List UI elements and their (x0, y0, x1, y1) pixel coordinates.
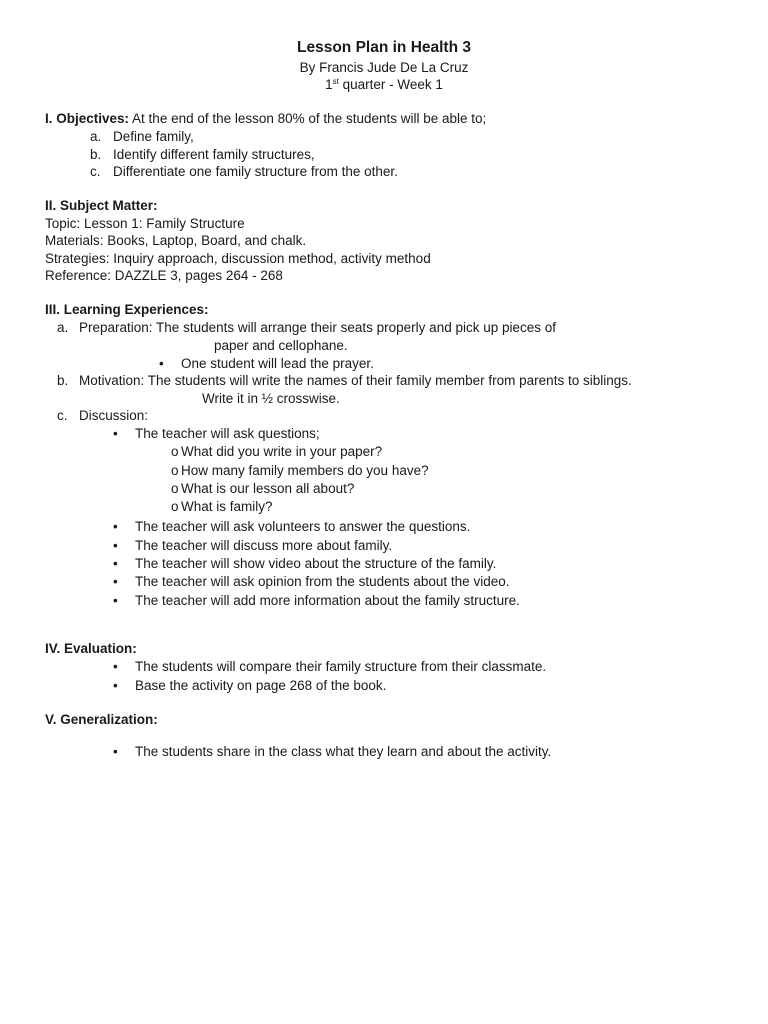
discussion-bullet: • The teacher will discuss more about family. (135, 538, 392, 554)
discussion-bullet: • The teacher will add more information about the family structure. (135, 593, 520, 609)
page-title: Lesson Plan in Health 3 (297, 39, 471, 56)
discussion-bullet: • The teacher will ask opinion from the students about the video. (135, 574, 509, 590)
discussion-bullet: • The teacher will ask questions; (135, 426, 320, 442)
discussion-text: Discussion: (79, 408, 149, 423)
subject-materials: Materials: Books, Laptop, Board, and chalk. (45, 233, 307, 248)
objective-item: Define family, (113, 129, 194, 144)
objective-item: Differentiate one family structure from the other. (113, 164, 398, 179)
question-item: What did you write in your paper? (181, 444, 383, 459)
preparation-text: Preparation: The students will arrange their seats properly and pick up pieces of (79, 320, 557, 335)
subject-strategies: Strategies: Inquiry approach, discussion method, activity method (45, 251, 431, 266)
learning-marker-a: a. (57, 320, 69, 335)
evaluation-bullet: • The students will compare their family structure from their classmate. (135, 659, 546, 675)
question-item: What is our lesson all about? (181, 481, 355, 496)
objective-marker: c. (90, 164, 101, 179)
question-item: What is family? (181, 499, 273, 514)
quarter-ordinal: st (332, 77, 339, 86)
question-marker: o (171, 499, 179, 514)
quarter-text: quarter - Week 1 (338, 77, 443, 92)
learning-heading: III. Learning Experiences: (45, 302, 209, 317)
objective-marker: a. (90, 129, 102, 144)
question-marker: o (171, 481, 179, 496)
generalization-bullet: • The students share in the class what they learn and about the activity. (135, 744, 551, 760)
discussion-bullet: • The teacher will show video about the structure of the family. (135, 556, 496, 572)
objectives-heading: I. Objectives: (45, 111, 130, 126)
motivation-text: Motivation: The students will write the names of their family member from parents to siblings. (79, 373, 632, 388)
question-item: How many family members do you have? (181, 463, 429, 478)
subject-matter-heading: II. Subject Matter: (45, 198, 158, 213)
discussion-bullet: • The teacher will ask volunteers to answer the questions. (135, 519, 470, 535)
subject-topic: Topic: Lesson 1: Family Structure (45, 216, 245, 231)
objectives-intro: At the end of the lesson 80% of the students will be able to; (129, 111, 487, 126)
objective-marker: b. (90, 147, 102, 162)
objectives-line (45, 111, 486, 127)
quarter-line (0, 77, 768, 93)
quarter-number: 1 (325, 77, 333, 92)
subject-reference: Reference: DAZZLE 3, pages 264 - 268 (45, 268, 283, 283)
evaluation-bullet: • Base the activity on page 268 of the book. (135, 678, 386, 694)
motivation-continued: Write it in ½ crosswise. (202, 391, 340, 406)
learning-marker-c: c. (57, 408, 68, 423)
generalization-heading: V. Generalization: (45, 712, 158, 727)
evaluation-heading: IV. Evaluation: (45, 641, 137, 656)
objective-item: Identify different family structures, (113, 147, 315, 162)
learning-marker-b: b. (57, 373, 69, 388)
preparation-continued: paper and cellophane. (214, 338, 348, 353)
question-marker: o (171, 463, 179, 478)
question-marker: o (171, 444, 179, 459)
preparation-bullet: • One student will lead the prayer. (181, 356, 374, 372)
author-line: By Francis Jude De La Cruz (299, 60, 469, 75)
